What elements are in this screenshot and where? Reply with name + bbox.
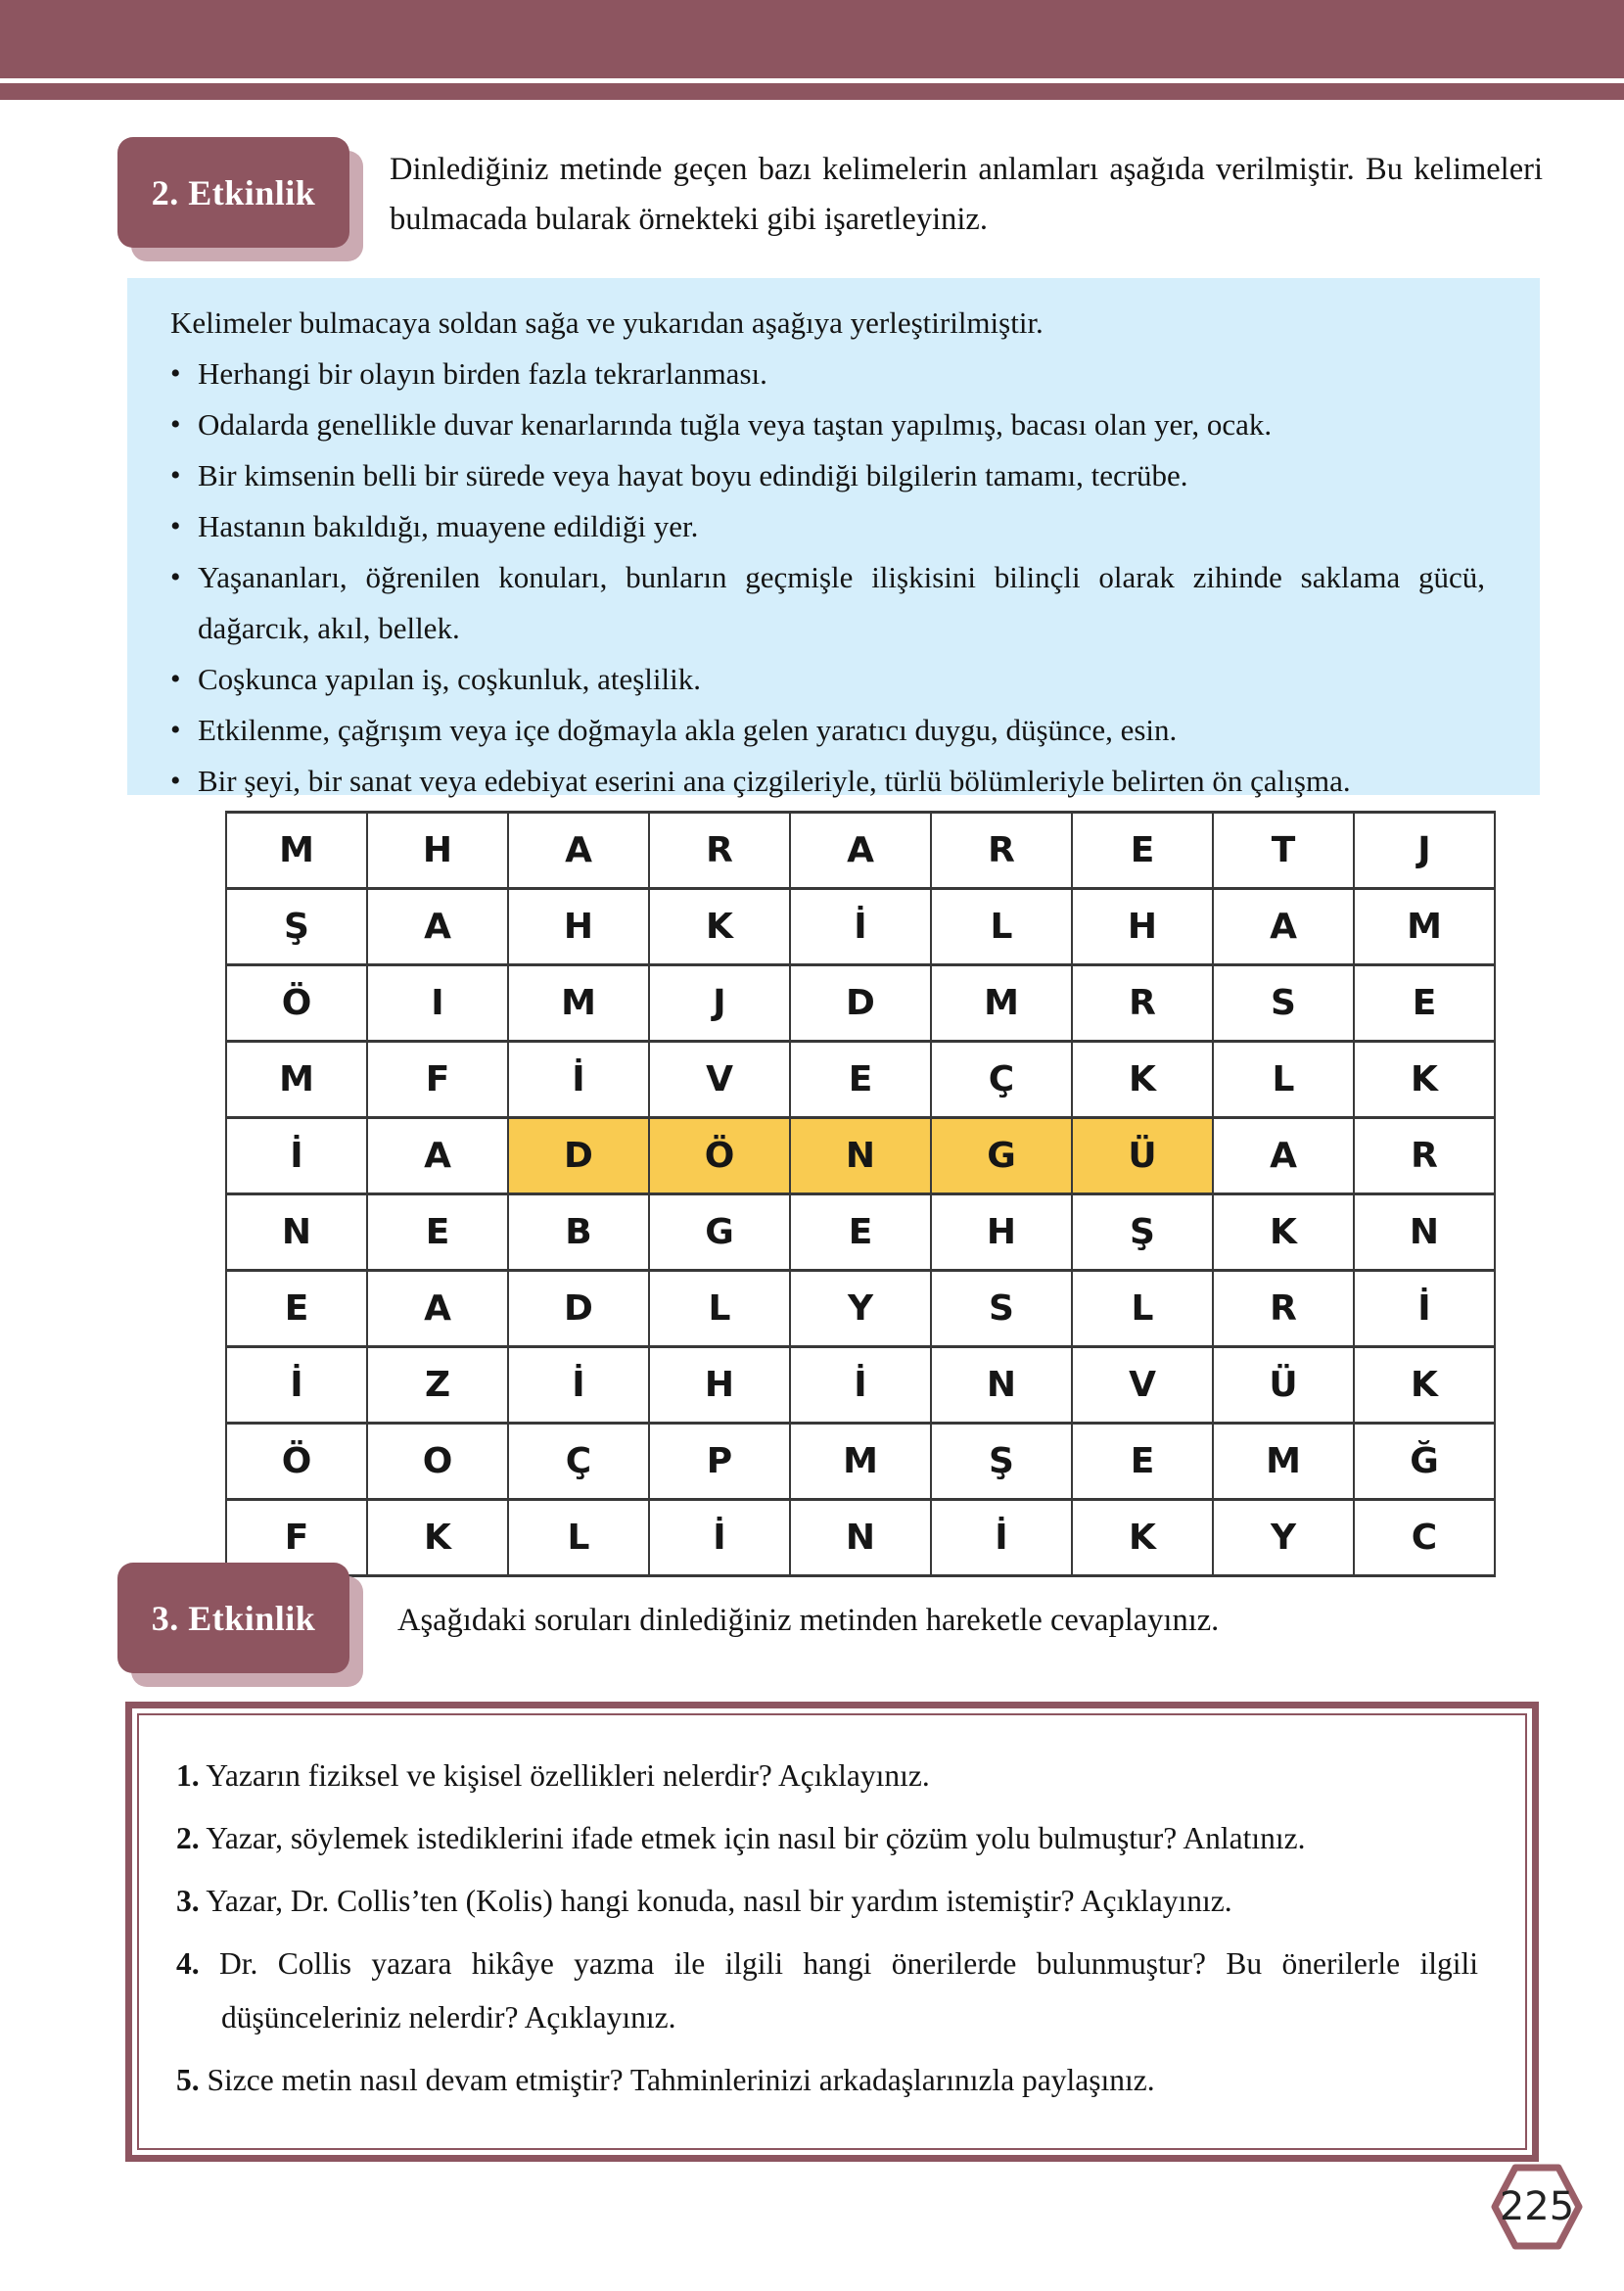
grid-cell: P [649,1424,790,1500]
grid-cell: M [931,965,1072,1042]
clue-item [170,349,1485,399]
bullet-icon: • [170,663,181,695]
grid-cell: H [508,889,649,965]
grid-cell: M [508,965,649,1042]
grid-row [226,1118,1495,1194]
grid-cell: M [1213,1424,1354,1500]
question-box [125,1702,1539,2162]
activity-2-label-text: 2. Etkinlik [151,172,316,212]
clue-item [170,756,1485,807]
clue-text: Hastanın bakıldığı, muayene edildiği yer. [198,509,699,543]
clue-intro: Kelimeler bulmacaya soldan sağa ve yukarıdan aşağıya yerleştirilmiştir. [170,305,1044,340]
grid-cell: K [1072,1500,1213,1576]
grid-cell: L [1072,1271,1213,1347]
grid-cell: J [649,965,790,1042]
grid-cell: F [367,1042,508,1118]
grid-cell: M [226,813,367,889]
question-text: Yazar, Dr. Collis’ten (Kolis) hangi konuda, nasıl bir yardım istemiştir? Açıklayınız. [199,1884,1232,1918]
grid-cell: L [1213,1042,1354,1118]
bullet-icon: • [170,459,181,491]
question-item [176,1749,1478,1802]
page-number-badge [1488,2160,1586,2254]
grid-cell: M [1354,889,1495,965]
grid-cell: N [226,1194,367,1271]
clue-text: Odalarda genellikle duvar kenarlarında tuğla veya taştan yapılmış, bacası olan yer, ocak. [198,407,1273,442]
grid-cell: M [790,1424,931,1500]
grid-cell: E [226,1271,367,1347]
grid-cell: K [1354,1347,1495,1424]
grid-cell: Y [790,1271,931,1347]
grid-cell: K [1072,1042,1213,1118]
clue-text: Bir şeyi, bir sanat veya edebiyat eserini ana çizgileriyle, türlü bölümleriyle belirten ön çalışma. [198,764,1351,798]
grid-cell: A [367,1118,508,1194]
question-number: 1. [176,1758,200,1793]
word-search-grid [225,811,1496,1577]
grid-cell: V [649,1042,790,1118]
grid-cell: A [367,889,508,965]
grid-cell: N [790,1500,931,1576]
grid-cell: R [1072,965,1213,1042]
grid-cell: İ [790,1347,931,1424]
grid-cell: Ğ [1354,1424,1495,1500]
clue-text: Yaşananları, öğrenilen konuları, bunların geçmişle ilişkisini bilinçli olarak zihinde saklama gücü, dağarcık, akıl, bellek. [198,560,1485,645]
grid-cell: C [1354,1500,1495,1576]
question-number: 5. [176,2063,200,2097]
grid-cell: R [649,813,790,889]
grid-cell: R [1354,1118,1495,1194]
bullet-icon: • [170,765,181,797]
grid-cell: Y [1213,1500,1354,1576]
grid-cell: Ç [508,1424,649,1500]
grid-cell: İ [649,1500,790,1576]
grid-cell: H [649,1347,790,1424]
grid-row [226,889,1495,965]
activity-3-label [117,1563,349,1673]
grid-cell: S [931,1271,1072,1347]
clue-item [170,399,1485,450]
bullet-icon: • [170,357,181,390]
grid-cell: Ş [931,1424,1072,1500]
activity-3-label-text: 3. Etkinlik [151,1598,316,1638]
grid-cell: K [649,889,790,965]
grid-cell: D [508,1118,649,1194]
activity-3-instruction: Aşağıdaki soruları dinlediğiniz metinden hareketle cevaplayınız. [397,1603,1220,1638]
top-banner-strip [0,83,1624,100]
grid-cell: Ö [226,965,367,1042]
grid-row [226,1424,1495,1500]
clue-item [170,501,1485,552]
grid-row [226,1500,1495,1576]
bullet-icon: • [170,561,181,593]
grid-cell: E [1354,965,1495,1042]
grid-cell: V [1072,1347,1213,1424]
grid-cell: A [1213,1118,1354,1194]
grid-cell: İ [1354,1271,1495,1347]
question-list [137,1713,1527,2150]
grid-cell: L [931,889,1072,965]
grid-cell: K [1354,1042,1495,1118]
grid-row [226,813,1495,889]
grid-cell: H [931,1194,1072,1271]
grid-cell: E [790,1194,931,1271]
clue-box [127,278,1540,798]
grid-cell: Ş [1072,1194,1213,1271]
clue-text: Coşkunca yapılan iş, coşkunluk, ateşlilik. [198,662,702,696]
grid-cell: İ [508,1042,649,1118]
grid-cell: R [1213,1271,1354,1347]
grid-cell: K [1213,1194,1354,1271]
question-item [176,2053,1478,2107]
grid-cell: Ç [931,1042,1072,1118]
grid-cell: S [1213,965,1354,1042]
grid-row [226,1347,1495,1424]
grid-cell: Ö [649,1118,790,1194]
question-number: 3. [176,1884,200,1918]
grid-cell: İ [790,889,931,965]
question-text: Dr. Collis yazara hikâye yazma ile ilgili hangi önerilerde bulunmuştur? Bu önerilerle ilgili düşünceleriniz nelerdir? Açıklayınız. [199,1946,1478,2034]
grid-cell: E [790,1042,931,1118]
question-text: Yazarın fiziksel ve kişisel özellikleri nelerdir? Açıklayınız. [199,1758,930,1793]
grid-cell: M [226,1042,367,1118]
grid-cell: Ö [226,1424,367,1500]
grid-cell: A [790,813,931,889]
grid-cell: A [1213,889,1354,965]
grid-cell: O [367,1424,508,1500]
grid-cell: A [508,813,649,889]
grid-cell: E [1072,1424,1213,1500]
grid-cell: G [649,1194,790,1271]
grid-cell: K [367,1500,508,1576]
activity-2-instruction: Dinlediğiniz metinde geçen bazı kelimelerin anlamları aşağıda verilmiştir. Bu kelimeleri bulmacada bularak örnekteki gibi işaretleyiniz. [390,152,1543,237]
page-number: 225 [1499,2184,1575,2229]
grid-cell: Z [367,1347,508,1424]
grid-cell: B [508,1194,649,1271]
question-number: 2. [176,1821,200,1855]
question-item [176,1937,1478,2044]
top-banner-bar [0,0,1624,78]
clue-item [170,552,1485,654]
question-text: Sizce metin nasıl devam etmiştir? Tahminlerinizi arkadaşlarınızla paylaşınız. [199,2063,1155,2097]
grid-cell: T [1213,813,1354,889]
grid-cell: Ü [1072,1118,1213,1194]
grid-cell: E [1072,813,1213,889]
grid-cell: N [790,1118,931,1194]
grid-row [226,965,1495,1042]
grid-row [226,1042,1495,1118]
grid-row [226,1194,1495,1271]
question-number: 4. [176,1946,200,1981]
grid-cell: I [367,965,508,1042]
question-item [176,1874,1478,1928]
grid-cell: F [226,1500,367,1576]
clue-item [170,654,1485,705]
grid-cell: D [508,1271,649,1347]
clue-list [170,349,1485,807]
bullet-icon: • [170,408,181,441]
grid-cell: İ [226,1118,367,1194]
question-text: Yazar, söylemek istediklerini ifade etmek için nasıl bir çözüm yolu bulmuştur? Anlatınız. [199,1821,1306,1855]
bullet-icon: • [170,510,181,542]
grid-cell: E [367,1194,508,1271]
grid-row [226,1271,1495,1347]
grid-cell: İ [226,1347,367,1424]
activity-2-label [117,137,349,248]
grid-cell: L [649,1271,790,1347]
grid-cell: A [367,1271,508,1347]
grid-cell: Ş [226,889,367,965]
grid-cell: L [508,1500,649,1576]
clue-text: Bir kimsenin belli bir sürede veya hayat boyu edindiği bilgilerin tamamı, tecrübe. [198,458,1188,492]
grid-cell: H [1072,889,1213,965]
grid-cell: R [931,813,1072,889]
grid-cell: İ [508,1347,649,1424]
clue-text: Herhangi bir olayın birden fazla tekrarlanması. [198,356,767,391]
grid-cell: İ [931,1500,1072,1576]
grid-cell: H [367,813,508,889]
clue-item [170,705,1485,756]
grid-cell: N [1354,1194,1495,1271]
grid-cell: G [931,1118,1072,1194]
question-item [176,1811,1478,1865]
clue-item [170,450,1485,501]
grid-cell: N [931,1347,1072,1424]
grid-cell: D [790,965,931,1042]
grid-cell: J [1354,813,1495,889]
grid-cell: Ü [1213,1347,1354,1424]
bullet-icon: • [170,714,181,746]
clue-text: Etkilenme, çağrışım veya içe doğmayla akla gelen yaratıcı duygu, düşünce, esin. [198,713,1178,747]
